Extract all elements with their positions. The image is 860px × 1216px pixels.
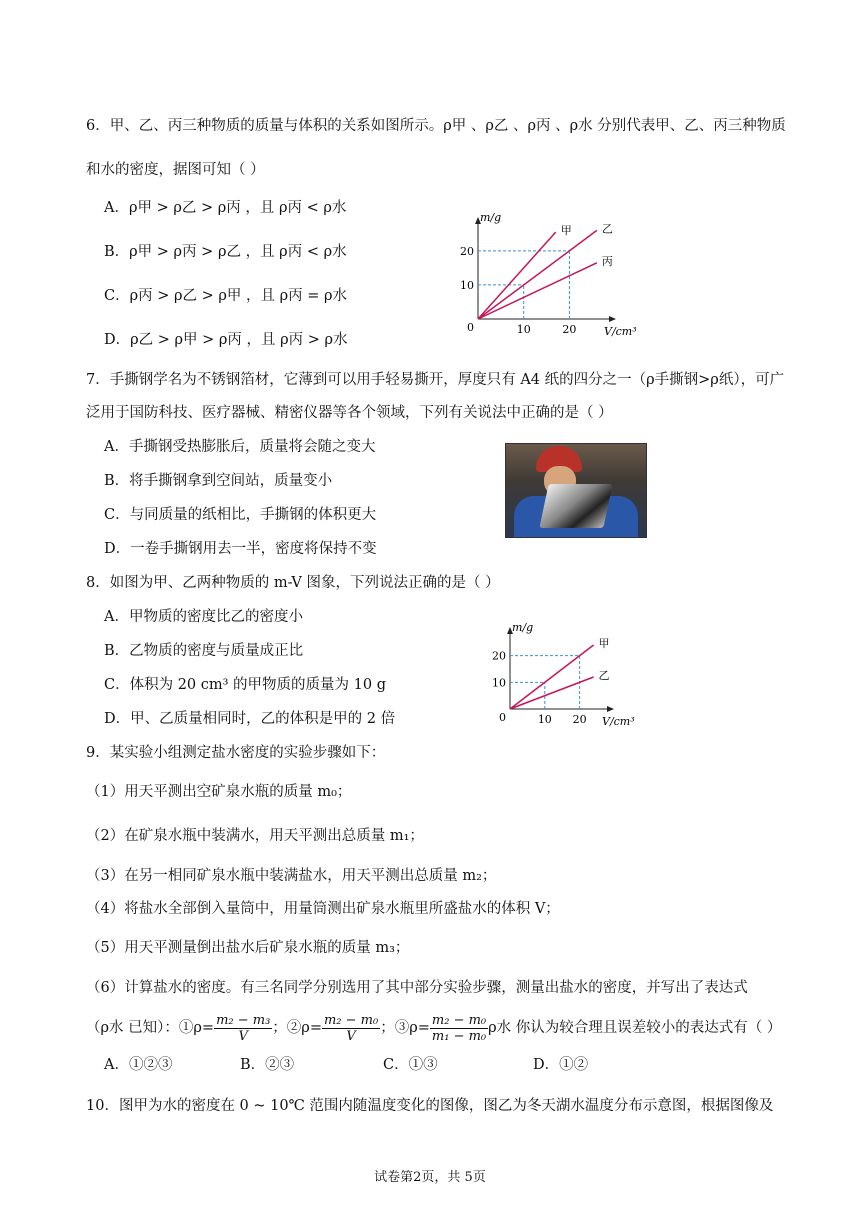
q7-option-d[interactable]: D．一卷手撕钢用去一半，密度将保持不变 bbox=[104, 541, 377, 557]
series-label-乙: 乙 bbox=[601, 222, 613, 236]
q7-stem-line2: 泛用于国防科技、医疗器械、精密仪器等各个领域，下列有关说法中正确的是（ ） bbox=[86, 405, 613, 421]
series-label-甲: 甲 bbox=[598, 637, 610, 650]
formula-prefix: （ρ水 已知）：①ρ= bbox=[86, 1020, 215, 1036]
x-axis-arrow bbox=[607, 706, 614, 712]
q6-option-c[interactable]: C．ρ丙 > ρ乙 > ρ甲 ，且 ρ丙 = ρ水 bbox=[104, 288, 348, 304]
formula-suffix: ρ水 你认为较合理且误差较小的表达式有（ ） bbox=[488, 1020, 782, 1036]
x-axis-label: V/cm³ bbox=[604, 325, 637, 338]
q9-step-3: （3）在另一相同矿泉水瓶中装满盐水，用天平测出总质量 m₂； bbox=[86, 868, 497, 884]
y-tick-label: 10 bbox=[492, 676, 506, 690]
series-line-乙 bbox=[478, 230, 597, 319]
series-line-丙 bbox=[478, 263, 597, 319]
q8-mass-volume-chart bbox=[480, 612, 640, 727]
page-footer: 试卷第2页，共 5页 bbox=[374, 1170, 486, 1185]
q6-mass-volume-chart bbox=[450, 205, 650, 340]
formula-1-denominator: V bbox=[238, 1028, 248, 1044]
q9-option-a[interactable]: A．①②③ bbox=[104, 1057, 173, 1073]
q9-step-1: （1）用天平测出空矿泉水瓶的质量 m₀； bbox=[86, 784, 352, 800]
formula-sep-1: ；②ρ= bbox=[272, 1020, 322, 1036]
series-line-乙 bbox=[510, 677, 594, 709]
y-tick-label: 20 bbox=[492, 649, 506, 663]
formula-2-denominator: V bbox=[346, 1028, 356, 1044]
q7-option-b[interactable]: B．将手撕钢拿到空间站，质量变小 bbox=[104, 473, 333, 489]
formula-2-numerator: m₂ − m₀ bbox=[323, 1012, 379, 1028]
formula-1-numerator: m₂ − m₃ bbox=[216, 1012, 271, 1028]
q8-option-a[interactable]: A．甲物质的密度比乙的密度小 bbox=[104, 609, 303, 625]
steel-foil-shape bbox=[539, 484, 612, 528]
series-label-丙: 丙 bbox=[601, 254, 613, 268]
x-tick-label: 20 bbox=[572, 713, 587, 726]
formula-3 bbox=[430, 1013, 488, 1044]
q7-stem-line1: 7．手撕钢学名为不锈钢箔材，它薄到可以用手轻易撕开，厚度只有 A4 纸的四分之一（ρ手撕钢>ρ纸），可广 bbox=[86, 372, 785, 388]
y-tick-label: 10 bbox=[460, 278, 474, 292]
series-label-甲: 甲 bbox=[560, 224, 572, 238]
formula-2 bbox=[322, 1013, 380, 1044]
q9-option-b[interactable]: B．②③ bbox=[240, 1057, 295, 1073]
q6-option-d[interactable]: D．ρ乙 > ρ甲 > ρ丙 ，且 ρ丙 > ρ水 bbox=[104, 332, 348, 348]
x-tick-label: 10 bbox=[516, 323, 531, 336]
x-tick-label: 20 bbox=[562, 323, 577, 336]
formula-sep-2: ；③ρ= bbox=[380, 1020, 430, 1036]
q9-option-c[interactable]: C．①③ bbox=[383, 1057, 438, 1073]
q9-option-d[interactable]: D．①② bbox=[533, 1057, 589, 1073]
q6-option-b[interactable]: B．ρ甲 > ρ丙 > ρ乙 ，且 ρ丙 < ρ水 bbox=[104, 244, 347, 260]
series-label-乙: 乙 bbox=[598, 669, 610, 682]
q8-option-d[interactable]: D．甲、乙质量相同时，乙的体积是甲的 2 倍 bbox=[104, 711, 396, 727]
q7-option-c[interactable]: C．与同质量的纸相比，手撕钢的体积更大 bbox=[104, 507, 377, 523]
series-line-甲 bbox=[510, 645, 594, 709]
origin-label: 0 bbox=[467, 321, 474, 334]
series-line-甲 bbox=[478, 232, 556, 319]
q8-stem: 8．如图为甲、乙两种物质的 m-V 图象，下列说法正确的是（ ） bbox=[86, 575, 500, 591]
q7-option-a[interactable]: A．手撕钢受热膨胀后，质量将会随之变大 bbox=[104, 439, 376, 455]
x-tick-label: 10 bbox=[537, 713, 552, 726]
formula-3-denominator: m₁ − m₀ bbox=[431, 1028, 487, 1044]
formula-3-numerator: m₂ − m₀ bbox=[431, 1012, 487, 1028]
q8-option-b[interactable]: B．乙物质的密度与质量成正比 bbox=[104, 643, 304, 659]
origin-label: 0 bbox=[499, 711, 506, 724]
q9-step-2: （2）在矿泉水瓶中装满水，用天平测出总质量 m₁； bbox=[86, 828, 424, 844]
q10-stem: 10．图甲为水的密度在 0 ~ 10℃ 范围内随温度变化的图像，图乙为冬天湖水温度分布示意图，根据图像及 bbox=[86, 1098, 774, 1114]
formula-1 bbox=[214, 1013, 272, 1044]
q9-step-4: （4）将盐水全部倒入量筒中，用量筒测出矿泉水瓶里所盛盐水的体积 V； bbox=[86, 901, 560, 917]
q9-formula-line bbox=[86, 1011, 781, 1045]
q6-stem-line1: 6．甲、乙、丙三种物质的质量与体积的关系如图所示。ρ甲 、ρ乙 、ρ丙 、ρ水 分别代表甲、乙、丙三种物质 bbox=[86, 118, 786, 134]
hand-torn-steel-photo bbox=[505, 443, 647, 538]
q9-stem: 9．某实验小组测定盐水密度的实验步骤如下： bbox=[86, 745, 386, 761]
x-axis-label: V/cm³ bbox=[602, 715, 635, 727]
y-axis-label: m/g bbox=[512, 621, 534, 634]
y-axis-label: m/g bbox=[480, 211, 502, 224]
y-tick-label: 20 bbox=[460, 244, 474, 258]
q9-step-6: （6）计算盐水的密度。有三名同学分别选用了其中部分实验步骤，测量出盐水的密度，并写出了表达式 bbox=[86, 980, 748, 996]
q8-option-c[interactable]: C．体积为 20 cm³ 的甲物质的质量为 10 g bbox=[104, 677, 387, 693]
q6-option-a[interactable]: A．ρ甲 > ρ乙 > ρ丙 ，且 ρ丙 < ρ水 bbox=[104, 200, 347, 216]
x-axis-arrow bbox=[609, 316, 616, 322]
q9-step-5: （5）用天平测量倒出盐水后矿泉水瓶的质量 m₃； bbox=[86, 940, 410, 956]
q6-stem-line2: 和水的密度，据图可知（ ） bbox=[86, 162, 265, 178]
